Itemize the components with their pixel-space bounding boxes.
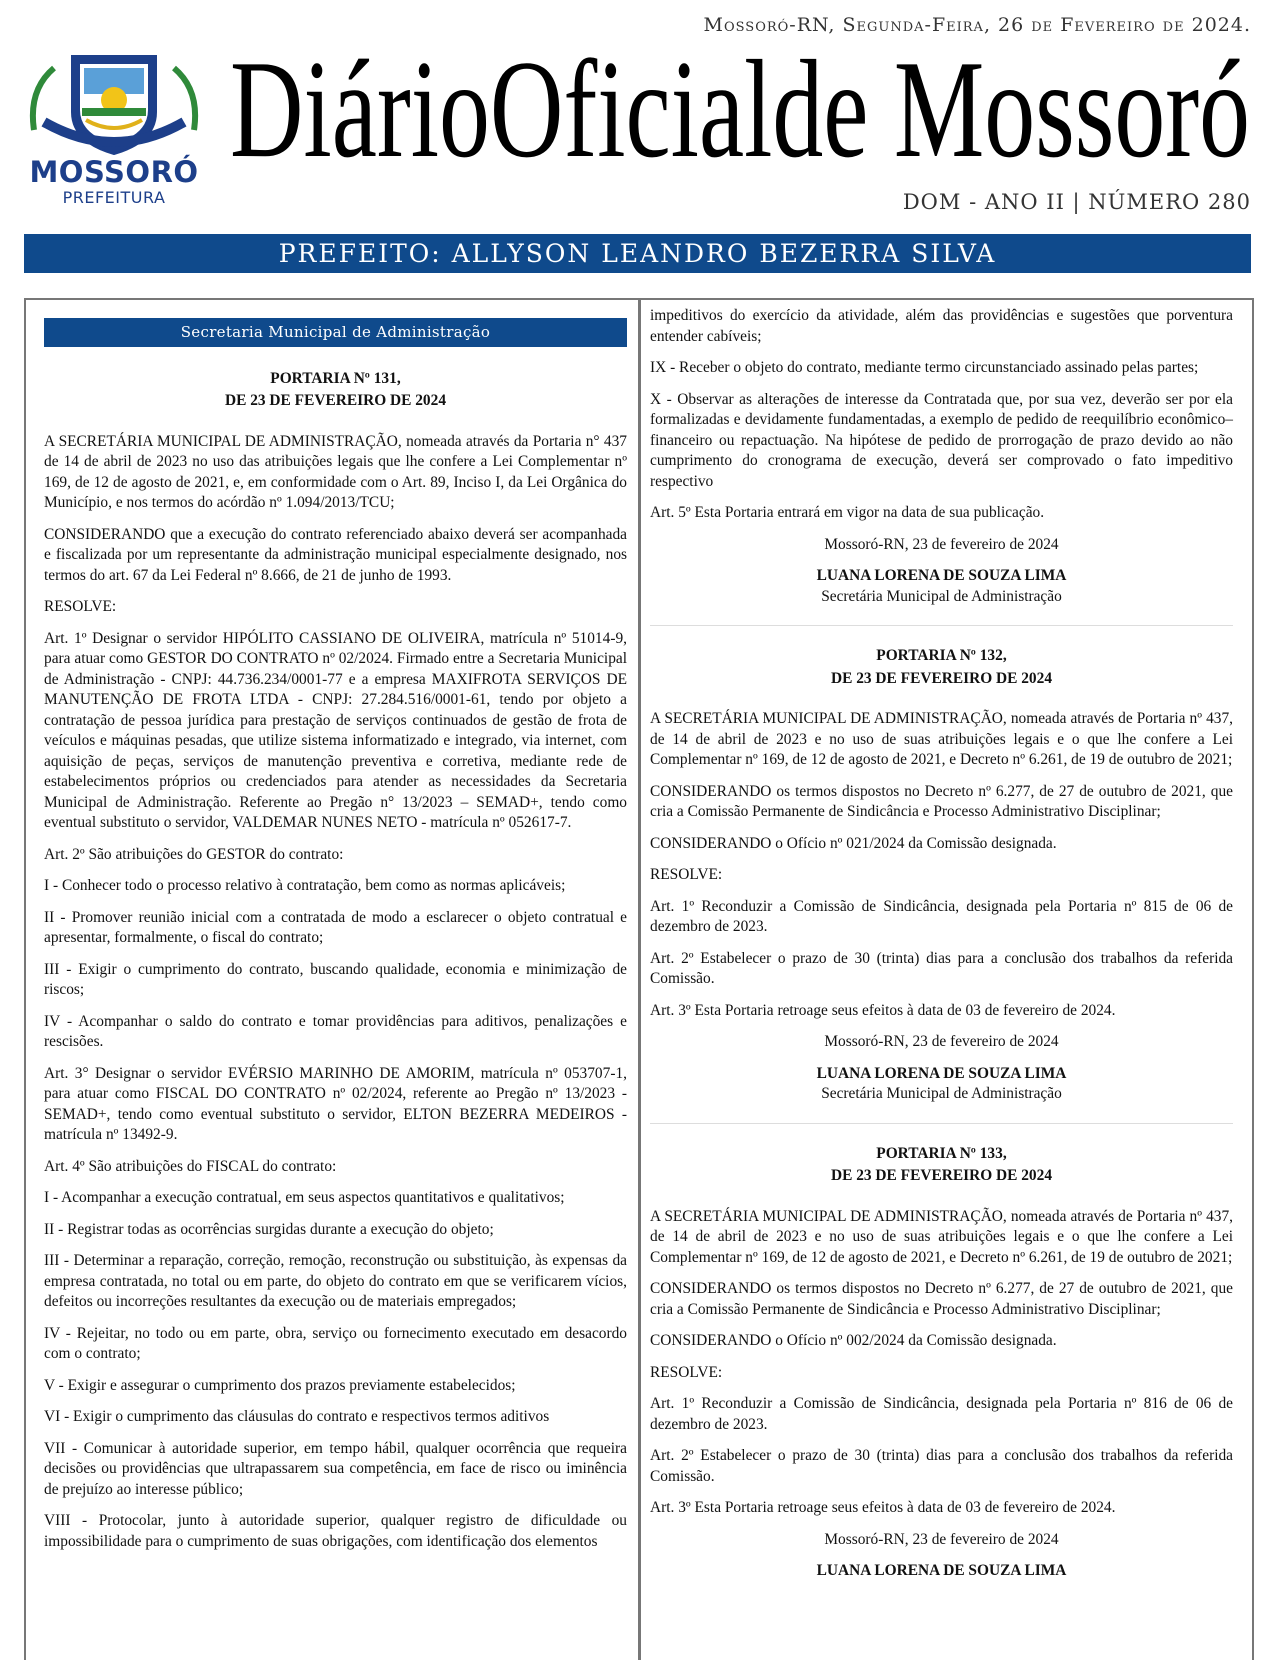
logo-wordmark: MOSSORÓ <box>29 155 199 189</box>
resolve-heading: RESOLVE: <box>44 598 117 615</box>
list-item-continued: impeditivos do exercício da atividade, além das providências e sugestões que porventura entender cabíveis; <box>650 307 1233 345</box>
list-item: I - Conhecer todo o processo relativo à contratação, bem como as normas aplicáveis; <box>44 877 566 894</box>
list-item: IX - Receber o objeto do contrato, mediante termo circunstanciado assinado pelas partes; <box>650 359 1199 376</box>
resolve-heading: RESOLVE: <box>650 1363 723 1381</box>
list-item: III - Determinar a reparação, correção, remoção, reconstrução ou substituição, às expensas da empresa contratada, no total ou em parte, do objeto do contrato em que se verificarem vícios, defeitos ou incorreções resultantes da execução ou de materiais empregados; <box>44 1252 627 1310</box>
signer-role: Secretária Municipal de Administração <box>821 587 1062 605</box>
article-4: Art. 4º São atribuições do FISCAL do contrato: <box>44 1157 337 1175</box>
crest-icon <box>24 50 204 155</box>
paragraph: A SECRETÁRIA MUNICIPAL DE ADMINISTRAÇÃO, nomeada através de Portaria nº 437, de 14 de abril de 2023 e no uso de suas atribuições legais e o que lhe confere a Lei Complementar nº 169, de 12 de agosto de 2021, e Decreto nº 6.261, de 19 de outubro de 2021; <box>650 1207 1233 1266</box>
column-divider <box>638 300 641 1660</box>
paragraph: CONSIDERANDO os termos dispostos no Decreto nº 6.277, de 27 de outubro de 2021, que cria a Comissão Permanente de Sindicância e Processo Administrativo Disciplinar; <box>650 782 1233 820</box>
article-1: Art. 1º Designar o servidor HIPÓLITO CASSIANO DE OLIVEIRA, matrícula nº 51014-9, para atuar como GESTOR DO CONTRATO nº 02/2024. Firmado entre a Secretaria Municipal de Administração - CNPJ: 44.736.234/0001-77 e a empresa MAXIFROTA SERVIÇOS DE MANUTENÇÃO DE FROTA LTDA - CNPJ: 27.284.516/0001-61, tendo por objeto a contratação de pessoa jurídica para prestação de serviços continuados de gestão de frota de veículos e máquinas pesadas, que utilize sistema informatizado e integrado, via internet, com aquisição de peças, serviços de manutenção preventiva e corretiva, mediante rede de estabelecimentos próprios ou credenciados para atender as necessidades da Secretaria Municipal de Administração. Referente ao Pregão n° 13/2023 – SEMAD+, tendo como eventual substituto o servidor, VALDEMAR NUNES NETO - matrícula nº 052617-7. <box>44 629 627 831</box>
list-item: III - Exigir o cumprimento do contrato, buscando qualidade, economia e minimização de riscos; <box>44 960 627 998</box>
list-item: II - Promover reunião inicial com a contratada de modo a esclarecer o objeto contratual e apresentar, formalmente, o fiscal do contrato; <box>44 908 627 946</box>
paragraph: CONSIDERANDO o Ofício nº 002/2024 da Comissão designada. <box>650 1332 1057 1349</box>
list-item: VIII - Protocolar, junto à autoridade superior, qualquer registro de dificuldade ou impossibilidade para o cumprimento de suas obrigações, com identificação dos elementos <box>44 1512 627 1550</box>
publication-date: Mossoró-RN, Segunda-Feira, 26 de Fevereiro de 2024. <box>703 14 1251 36</box>
issue-number: DOM - ANO II | NÚMERO 280 <box>902 190 1251 214</box>
signer-name: LUANA LORENA DE SOUZA LIMA <box>816 567 1067 584</box>
masthead-text: DiárioOficialde Mossoró <box>230 40 1250 180</box>
portaria-132-date: DE 23 DE FEVEREIRO DE 2024 <box>830 669 1053 687</box>
article-3: Art. 3º Esta Portaria retroage seus efeitos à data de 03 de fevereiro de 2024. <box>650 1001 1116 1019</box>
article-1: Art. 1º Reconduzir a Comissão de Sindicância, designada pela Portaria nº 816 de 06 de dezembro de 2023. <box>650 1395 1233 1433</box>
list-item: VI - Exigir o cumprimento das cláusulas do contrato e respectivos termos aditivos <box>44 1408 550 1425</box>
masthead-title <box>230 40 1255 180</box>
article-2: Art. 2º Estabelecer o prazo de 30 (trinta) dias para a conclusão dos trabalhos da referida Comissão. <box>650 949 1233 987</box>
list-item: VII - Comunicar à autoridade superior, em tempo hábil, qualquer ocorrência que requeira decisões ou providências que ultrapassarem sua competência, em face de risco ou iminência de prejuízo ao interesse público; <box>44 1439 627 1498</box>
separator <box>650 625 1233 626</box>
portaria-132-number: PORTARIA Nº 132, <box>876 647 1007 664</box>
list-item: V - Exigir e assegurar o cumprimento dos prazos previamente estabelecidos; <box>44 1376 516 1394</box>
paragraph: CONSIDERANDO o Ofício nº 021/2024 da Comissão designada. <box>650 834 1057 852</box>
portaria-131-date: DE 23 DE FEVEREIRO DE 2024 <box>224 392 447 409</box>
list-item: IV - Rejeitar, no todo ou em parte, obra, serviço ou fornecimento executado em desacordo com o contrato; <box>44 1324 627 1362</box>
right-column <box>650 300 1233 1582</box>
portaria-131-number: PORTARIA Nº 131, <box>270 369 401 387</box>
article-1: Art. 1º Reconduzir a Comissão de Sindicância, designada pela Portaria nº 815 de 06 de dezembro de 2023. <box>650 897 1233 935</box>
article-3: Art. 3º Esta Portaria retroage seus efeitos à data de 03 de fevereiro de 2024. <box>650 1499 1116 1516</box>
article-5: Art. 5º Esta Portaria entrará em vigor na data de sua publicação. <box>650 504 1045 521</box>
signer-name: LUANA LORENA DE SOUZA LIMA <box>816 1562 1067 1579</box>
section-header: Secretaria Municipal de Administração <box>44 318 627 347</box>
left-column <box>44 300 627 1563</box>
resolve-heading: RESOLVE: <box>650 866 723 883</box>
mayor-banner: PREFEITO: ALLYSON LEANDRO BEZERRA SILVA <box>24 234 1251 273</box>
article-2: Art. 2º Estabelecer o prazo de 30 (trinta) dias para a conclusão dos trabalhos da referida Comissão. <box>650 1447 1233 1485</box>
list-item: I - Acompanhar a execução contratual, em seus aspectos quantitativos e qualitativos; <box>44 1189 565 1206</box>
paragraph: CONSIDERANDO que a execução do contrato referenciado abaixo deverá ser acompanhada e fiscalizada por um representante da administração municipal especialmente designado, nos termos do art. 67 da Lei Federal nº 8.666, de 21 de junho de 1993. <box>44 525 627 584</box>
article-3: Art. 3° Designar o servidor EVÉRSIO MARINHO DE AMORIM, matrícula nº 053707-1, para atuar como FISCAL DO CONTRATO nº 02/2024, referente ao Pregão nº 13/2023 - SEMAD+, tendo como eventual substituto o servidor, ELTON BEZERRA MEDEIROS - matrícula nº 13492-9. <box>44 1064 627 1143</box>
place-date: Mossoró-RN, 23 de fevereiro de 2024 <box>824 1530 1059 1548</box>
signer-role: Secretária Municipal de Administração <box>821 1085 1062 1102</box>
paragraph: A SECRETÁRIA MUNICIPAL DE ADMINISTRAÇÃO, nomeada através da Portaria n° 437 de 14 de abril de 2023 no uso das atribuições legais que lhe confere a Lei Complementar nº 169, de 12 de agosto de 2021, e, em conformidade com o Art. 89, Inciso I, da Lei Orgânica do Município, e nos termos do acórdão nº 1.094/2013/TCU; <box>44 432 627 511</box>
signer-name: LUANA LORENA DE SOUZA LIMA <box>816 1064 1067 1082</box>
logo-subtitle: PREFEITURA <box>62 188 166 207</box>
place-date: Mossoró-RN, 23 de fevereiro de 2024 <box>824 535 1059 553</box>
list-item: II - Registrar todas as ocorrências surgidas durante a execução do objeto; <box>44 1220 494 1238</box>
paragraph: A SECRETÁRIA MUNICIPAL DE ADMINISTRAÇÃO, nomeada através de Portaria nº 437, de 14 de abril de 2023 e no uso de suas atribuições legais e o que lhe confere a Lei Complementar nº 169, de 12 de agosto de 2021, e Decreto nº 6.261, de 19 de outubro de 2021; <box>650 710 1233 768</box>
portaria-133-number: PORTARIA Nº 133, <box>876 1144 1007 1162</box>
paragraph: CONSIDERANDO os termos dispostos no Decreto nº 6.277, de 27 de outubro de 2021, que cria a Comissão Permanente de Sindicância e Processo Administrativo Disciplinar; <box>650 1280 1233 1318</box>
list-item: IV - Acompanhar o saldo do contrato e tomar providências para aditivos, penalizações e rescisões. <box>44 1012 627 1050</box>
separator <box>650 1123 1233 1124</box>
list-item: X - Observar as alterações de interesse da Contratada que, por sua vez, deverão ser por ela formalizadas e devidamente fundamentadas, a exemplo de pedido de reequilíbrio econômico–financeiro ou repactuação. Na hipótese de pedido de prorrogação de prazo devido ao não cumprimento do cronograma de execução, deverá ser comprovado o fato impeditivo respectivo <box>650 390 1233 490</box>
article-2: Art. 2º São atribuições do GESTOR do contrato: <box>44 845 344 863</box>
place-date: Mossoró-RN, 23 de fevereiro de 2024 <box>824 1033 1059 1050</box>
portaria-133-date: DE 23 DE FEVEREIRO DE 2024 <box>830 1167 1053 1184</box>
mossoro-logo <box>24 50 204 208</box>
